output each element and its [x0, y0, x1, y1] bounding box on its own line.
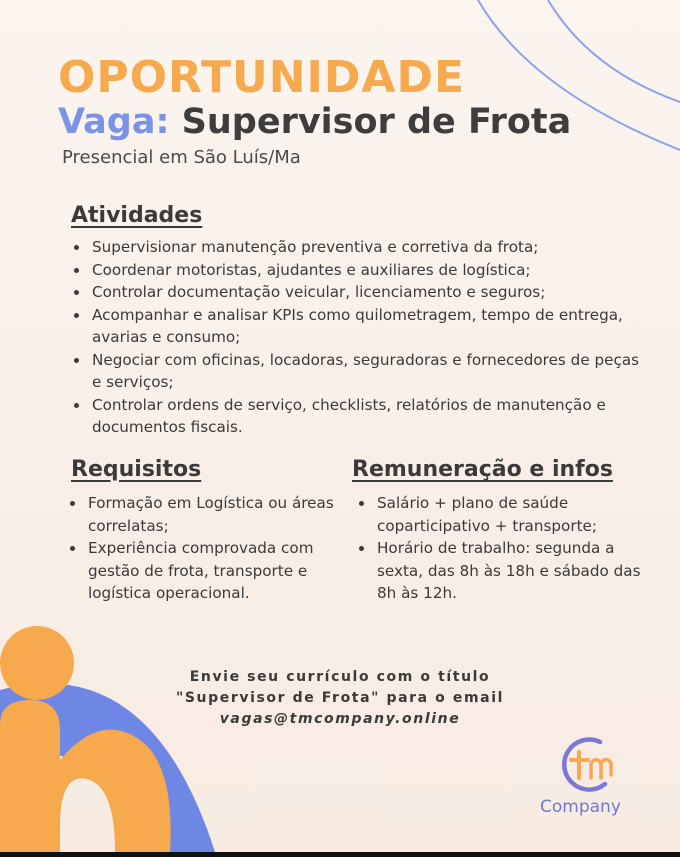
job-location: Presencial em São Luís/Ma	[62, 147, 301, 168]
cta-line-2: "Supervisor de Frota" para o email	[175, 690, 505, 706]
bottom-bar	[0, 852, 680, 857]
job-title-line	[58, 102, 571, 142]
cta-line-1: Envie seu currículo com o título	[189, 669, 491, 685]
list-item: • Coordenar motoristas, ajudantes e auxiliares de logística;	[90, 259, 650, 282]
vaga-title: Supervisor de Frota	[181, 102, 572, 142]
tm-logo-icon	[564, 740, 611, 790]
call-to-action	[140, 667, 540, 730]
vaga-label: Vaga:	[58, 102, 170, 142]
remuneracao-list	[357, 492, 645, 605]
list-item: • Acompanhar e analisar KPIs como quilometragem, tempo de entrega, avarias e consumo;	[90, 304, 650, 349]
top-arc-inner	[548, 0, 680, 102]
remuneracao-title: Remuneração e infos	[352, 457, 613, 482]
list-item: • Negociar com oficinas, locadoras, seguradoras e fornecedores de peças e serviços;	[90, 349, 650, 394]
headline: OPORTUNIDADE	[58, 52, 466, 103]
list-item: • Horário de trabalho: segunda a sexta, das 8h às 18h e sábado das 8h às 12h.	[375, 537, 645, 605]
list-item: • Salário + plano de saúde coparticipativo + transporte;	[375, 492, 645, 537]
list-item: • Experiência comprovada com gestão de frota, transporte e logística operacional.	[86, 537, 341, 605]
list-item: • Controlar ordens de serviço, checklists, relatórios de manutenção e documentos fiscais.	[90, 394, 650, 439]
requisitos-list	[68, 492, 341, 605]
requisitos-title: Requisitos	[71, 457, 202, 482]
atividades-title: Atividades	[71, 203, 203, 228]
list-item: • Controlar documentação veicular, licenciamento e seguros;	[90, 281, 650, 304]
cta-email: vagas@tmcompany.online	[219, 711, 461, 727]
company-logo-text: Company	[540, 797, 621, 817]
list-item: • Formação em Logística ou áreas correlatas;	[86, 492, 341, 537]
orange-circle	[0, 626, 74, 700]
list-item: • Supervisionar manutenção preventiva e corretiva da frota;	[90, 236, 650, 259]
atividades-list	[72, 236, 650, 439]
